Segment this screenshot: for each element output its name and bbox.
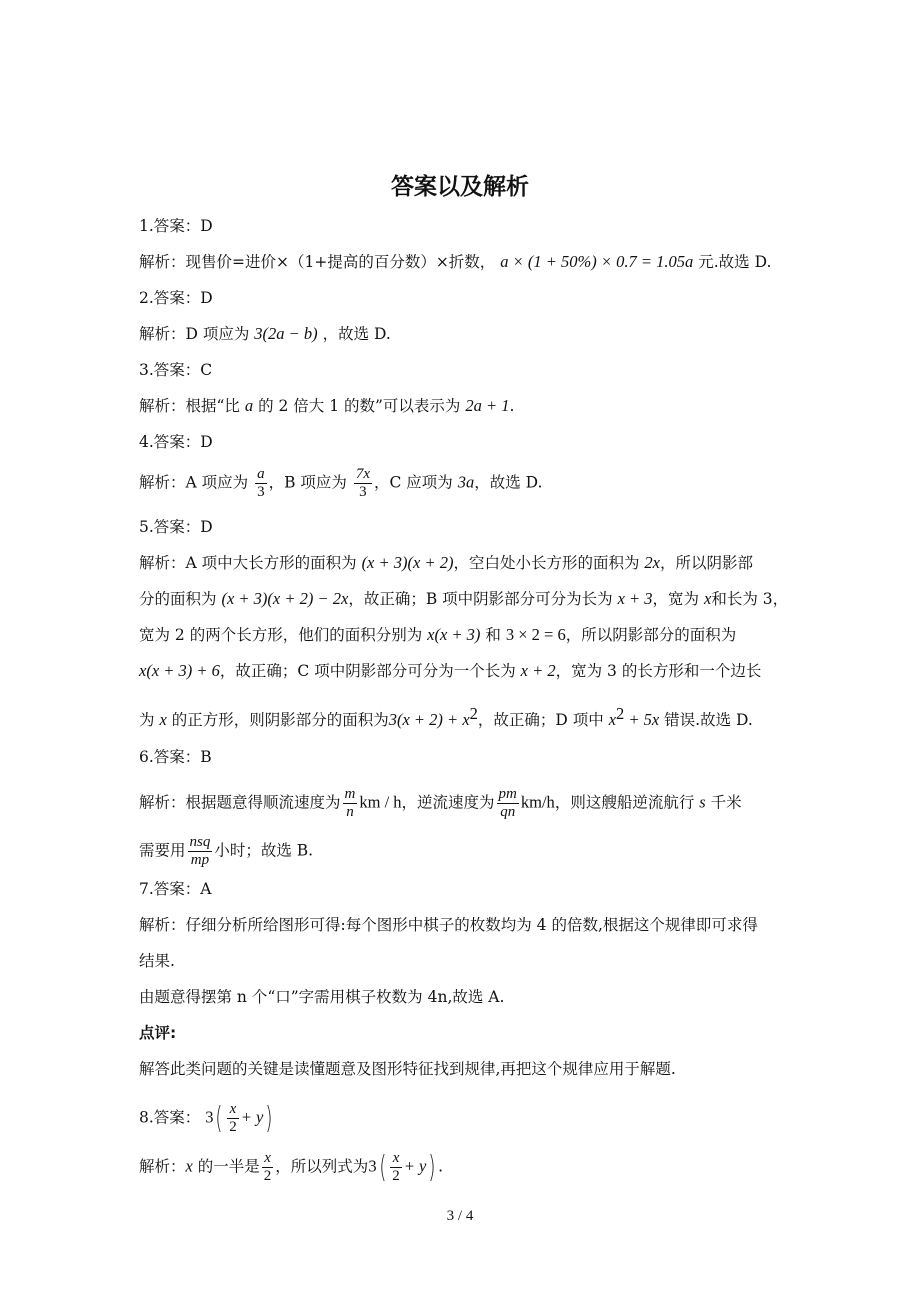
explanation-2-formula: 3(2a − b): [254, 324, 318, 343]
answer-8: 8.答案： 3( $\frac{x}{2}$ + y): [139, 1100, 273, 1136]
fraction-7x-over-3: $\frac{7x}{3}$: [355, 466, 370, 500]
explanation-7-line-3: 由题意得摆第 n 个“口”字需用棋子枚数为 4n,故选 A.: [139, 988, 505, 1006]
explanation-7-line-1: 解析：仔细分析所给图形可得:每个图形中棋子的枚数均为 4 的倍数,根据这个规律即可求得: [139, 916, 758, 934]
answer-3: 3.答案：C: [139, 361, 213, 379]
explanation-3-text: 解析：根据“比: [139, 397, 240, 415]
fraction-m-over-n: $\frac{m}{n}$: [344, 786, 356, 820]
explanation-3-var: a: [244, 396, 254, 415]
explanation-8: 解析：x 的一半是 $\frac{x}{2}$ ，所以列式为3( $\frac{x}{2}$ + y) .: [139, 1149, 444, 1185]
explanation-4-tail: ，故选 D.: [474, 473, 543, 492]
explanation-6-line-2: 需要用 $\frac{\text{nsq}}{mp}$ 小时；故选 B.: [139, 834, 314, 868]
answer-1: 1.答案：D: [139, 217, 213, 235]
answer-6: 6.答案：B: [139, 748, 212, 766]
explanation-1: [139, 251, 771, 273]
explanation-4-text-3: ，C 应项为: [374, 473, 453, 492]
fraction-a-over-3: $\frac{a}{3}$: [257, 466, 265, 500]
explanation-3: [139, 395, 514, 417]
explanation-5-line-2: 分的面积为 (x + 3)(x + 2) − 2x，故正确；B 项中阴影部分可分为长为 x + 3，宽为 x和长为 3，: [139, 589, 789, 608]
explanation-4-formula: 3a: [457, 472, 475, 492]
fraction-x-over-2-c: $\frac{x}{2}$: [392, 1150, 400, 1184]
page-title: 答案以及解析: [391, 174, 529, 200]
fraction-pm-over-qn: $\frac{pm}{qn}$: [498, 786, 517, 820]
explanation-5-line-1: 解析：A 项中大长方形的面积为 (x + 3)(x + 2)，空白处小长方形的面积为 2x，所以阴影部: [139, 553, 754, 572]
explanation-4-text: 解析：A 项应为: [139, 473, 249, 492]
explanation-4: [139, 466, 542, 501]
explanation-3-tail: .: [509, 397, 515, 415]
explanation-5-line-3: 宽为 2 的两个长方形，他们的面积分别为 x(x + 3) 和 3 × 2 = 6，所以阴影部分的面积为: [139, 625, 737, 644]
explanation-2-tail: ，故选 D.: [322, 325, 391, 343]
explanation-1-tail: 元.故选 D.: [698, 253, 772, 271]
explanation-1-formula: a × (1 + 50%) × 0.7 = 1.05a: [500, 252, 694, 271]
answer-4: 4.答案：D: [139, 433, 213, 451]
explanation-1-text: 解析：现售价=进价×（1+提高的百分数）×折数，: [139, 253, 496, 271]
comment-label: 点评:: [139, 1024, 177, 1042]
explanation-4-text-2: ，B 项应为: [268, 473, 347, 492]
explanation-2: [139, 323, 391, 345]
answer-5: 5.答案：D: [139, 518, 213, 536]
explanation-3-formula: 2a + 1: [465, 396, 510, 415]
explanation-5-line-5: 为 x 的正方形，则阴影部分的面积为$3(x + 2) + x^2$，故正确；D 项中 $x^2 + 5x$ 错误.故选 D.: [139, 704, 753, 730]
page-number: 3 / 4: [446, 1208, 474, 1224]
comment-text: 解答此类问题的关键是读懂题意及图形特征找到规律,再把这个规律应用于解题.: [139, 1060, 676, 1078]
explanation-5-line-4: x(x + 3) + 6，故正确；C 项中阴影部分可分为一个长为 x + 2，宽为 3 的长方形和一个边长: [139, 661, 762, 680]
fraction-x-over-2-b: $\frac{x}{2}$: [263, 1150, 272, 1184]
explanation-2-text: 解析：D 项应为: [139, 325, 250, 343]
explanation-7-line-2: 结果.: [139, 952, 175, 970]
fraction-nsq-over-mp: $\frac{\text{nsq}}{mp}$: [189, 834, 211, 868]
fraction-x-over-2: $\frac{x}{2}$: [229, 1101, 237, 1135]
answer-7: 7.答案：A: [139, 880, 212, 898]
answer-2: 2.答案：D: [139, 289, 213, 307]
explanation-6-line-1: 解析：根据题意得顺流速度为 $\frac{m}{n}$ km / h，逆流速度为 $\frac{pm}{qn}$ km/h，则这艘船逆流航行 s 千米: [139, 786, 742, 820]
explanation-3-text-2: 的 2 倍大 1 的数”可以表示为: [258, 397, 461, 415]
